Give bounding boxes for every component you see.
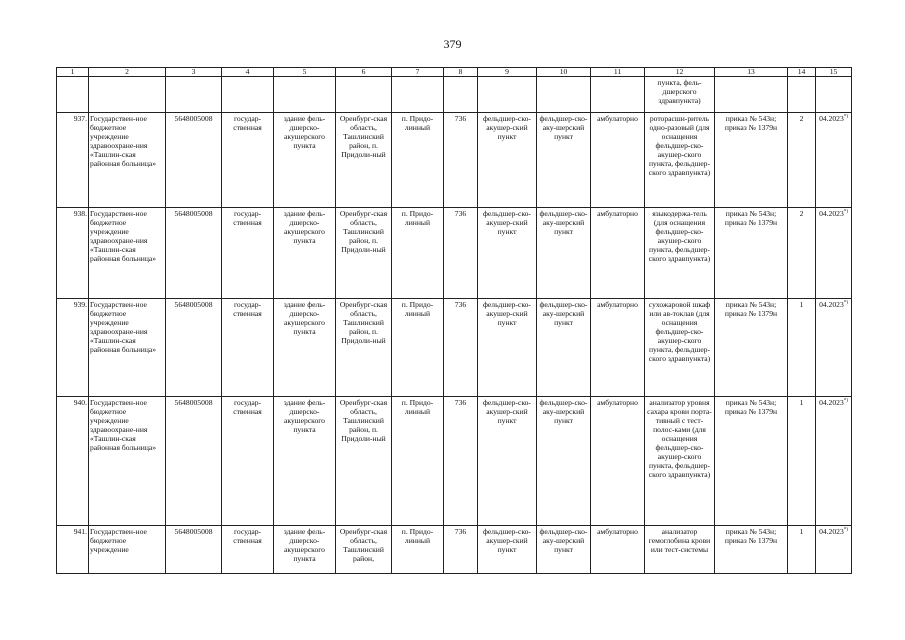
table-cell [715, 77, 788, 113]
row-number-cell: 937. [57, 113, 89, 208]
organization-cell: Государствен-ное бюджетное учреждение здравоохране-ния «Ташлин-ская районная больница» [89, 299, 166, 397]
facility-type-cell: фельдшер-ско-акушер-ский пункт [478, 299, 537, 397]
column-number: 14 [788, 68, 816, 77]
date-cell [816, 113, 852, 208]
ownership-cell: государ-ственная [222, 208, 274, 299]
date-text: 04.2023 [819, 209, 844, 218]
order-cell: приказ № 543н; приказ № 1379н [715, 397, 788, 526]
table-cell [166, 77, 222, 113]
inn-cell: 5648005008 [166, 526, 222, 574]
column-number: 6 [336, 68, 392, 77]
column-number: 15 [816, 68, 852, 77]
care-form-cell: амбулаторно [591, 526, 645, 574]
address-cell: Оренбург-ская область, Ташлинский район, п. Придоли-ный [336, 113, 392, 208]
column-number: 8 [444, 68, 478, 77]
quantity-cell: 1 [788, 526, 816, 574]
order-cell: приказ № 543н; приказ № 1379н [715, 208, 788, 299]
building-cell: здание фель-дшерско-акушерского пункта [274, 113, 336, 208]
column-number: 2 [89, 68, 166, 77]
population-cell: 736 [444, 299, 478, 397]
population-cell: 736 [444, 526, 478, 574]
footnote-mark: *) [843, 114, 848, 120]
column-number: 9 [478, 68, 537, 77]
table-cell [537, 77, 591, 113]
date-cell [816, 397, 852, 526]
page-number: 379 [443, 37, 462, 51]
care-form-cell: амбулаторно [591, 397, 645, 526]
order-cell: приказ № 543н; приказ № 1379н [715, 113, 788, 208]
quantity-cell: 1 [788, 299, 816, 397]
footnote-mark: *) [843, 300, 848, 306]
footnote-mark: *) [843, 527, 848, 533]
table-cell [478, 77, 537, 113]
inn-cell: 5648005008 [166, 208, 222, 299]
column-number: 12 [645, 68, 715, 77]
row-number-cell: 938. [57, 208, 89, 299]
settlement-cell: п. Придо-линный [392, 397, 444, 526]
column-number: 1 [57, 68, 89, 77]
row-number-cell: 941. [57, 526, 89, 574]
table-row [57, 299, 852, 397]
care-form-cell: амбулаторно [591, 208, 645, 299]
inn-cell: 5648005008 [166, 397, 222, 526]
settlement-cell: п. Придо-линный [392, 208, 444, 299]
date-cell [816, 526, 852, 574]
organization-cell: Государствен-ное бюджетное учреждение здравоохране-ния «Ташлин-ская районная больница» [89, 113, 166, 208]
row-number-cell: 940. [57, 397, 89, 526]
equipment-table [56, 67, 852, 574]
settlement-cell: п. Придо-линный [392, 299, 444, 397]
organization-cell: Государствен-ное бюджетное учреждение здравоохране-ния «Ташлин-ская районная больница» [89, 397, 166, 526]
equipment-name-cell: языкодержа-тель (для оснащения фельдшер-ско-акушер-ского пункта, фельдшер-ского здравпункта) [645, 208, 715, 299]
footnote-mark: *) [843, 398, 848, 404]
care-form-cell: амбулаторно [591, 299, 645, 397]
column-number-row [57, 68, 852, 77]
equipment-name-cell: анализатор уровня сахара крови порта-тивный с тест-полос-ками (для оснащения фельдшер-ско-акушер-ского пункта, фельдшер-ского здравпункта) [645, 397, 715, 526]
table-cell [816, 77, 852, 113]
column-number: 11 [591, 68, 645, 77]
address-cell: Оренбург-ская область, Ташлинский район, п. Придоли-ный [336, 397, 392, 526]
population-cell: 736 [444, 397, 478, 526]
quantity-cell: 2 [788, 208, 816, 299]
row-number-cell: 939. [57, 299, 89, 397]
facility-cell: фельдшер-ско-аку-шерский пункт [537, 397, 591, 526]
date-text: 04.2023 [819, 527, 844, 536]
facility-cell: фельдшер-ско-аку-шерский пункт [537, 208, 591, 299]
equipment-name-cell: роторасши-ритель одно-разовый (для оснащения фельдшер-ско-акушер-ского пункта, фельдшер-ского здравпункта) [645, 113, 715, 208]
date-cell [816, 208, 852, 299]
ownership-cell: государ-ственная [222, 113, 274, 208]
table-row [57, 397, 852, 526]
continuation-row [57, 77, 852, 113]
quantity-cell: 2 [788, 113, 816, 208]
inn-cell: 5648005008 [166, 113, 222, 208]
facility-cell: фельдшер-ско-аку-шерский пункт [537, 526, 591, 574]
inn-cell: 5648005008 [166, 299, 222, 397]
date-cell [816, 299, 852, 397]
building-cell: здание фель-дшерско-акушерского пункта [274, 208, 336, 299]
address-cell: Оренбург-ская область, Ташлинский район, п. Придоли-ный [336, 208, 392, 299]
table-cell [274, 77, 336, 113]
column-number: 13 [715, 68, 788, 77]
quantity-cell: 1 [788, 397, 816, 526]
address-cell: Оренбург-ская область, Ташлинский район, [336, 526, 392, 574]
settlement-cell: п. Придо-линный [392, 526, 444, 574]
organization-cell: Государствен-ное бюджетное учреждение здравоохране-ния «Ташлин-ская районная больница» [89, 208, 166, 299]
facility-cell: фельдшер-ско-аку-шерский пункт [537, 299, 591, 397]
facility-type-cell: фельдшер-ско-акушер-ский пункт [478, 208, 537, 299]
equipment-name-cell: сухожаровой шкаф или ав-токлав (для оснащения фельдшер-ско-акушер-ского пункта, фельдшер-ского здравпункта) [645, 299, 715, 397]
column-number: 10 [537, 68, 591, 77]
population-cell: 736 [444, 113, 478, 208]
date-text: 04.2023 [819, 398, 844, 407]
building-cell: здание фель-дшерско-акушерского пункта [274, 299, 336, 397]
organization-cell: Государствен-ное бюджетное учреждение [89, 526, 166, 574]
population-cell: 736 [444, 208, 478, 299]
table-cell [89, 77, 166, 113]
facility-type-cell: фельдшер-ско-акушер-ский пункт [478, 397, 537, 526]
table-cell [222, 77, 274, 113]
order-cell: приказ № 543н; приказ № 1379н [715, 299, 788, 397]
column-number: 3 [166, 68, 222, 77]
order-cell: приказ № 543н; приказ № 1379н [715, 526, 788, 574]
column-number: 7 [392, 68, 444, 77]
date-text: 04.2023 [819, 300, 844, 309]
address-cell: Оренбург-ская область, Ташлинский район, п. Придоли-ный [336, 299, 392, 397]
table-cell [57, 77, 89, 113]
care-form-cell: амбулаторно [591, 113, 645, 208]
table-row [57, 113, 852, 208]
ownership-cell: государ-ственная [222, 397, 274, 526]
date-text: 04.2023 [819, 114, 844, 123]
equipment-name-cell: пункта, фель-дшерского здравпункта) [645, 77, 715, 113]
table-cell [591, 77, 645, 113]
table-row [57, 208, 852, 299]
table-cell [336, 77, 392, 113]
ownership-cell: государ-ственная [222, 299, 274, 397]
ownership-cell: государ-ственная [222, 526, 274, 574]
facility-cell: фельдшер-ско-аку-шерский пункт [537, 113, 591, 208]
column-number: 4 [222, 68, 274, 77]
table-cell [444, 77, 478, 113]
table-cell [392, 77, 444, 113]
facility-type-cell: фельдшер-ско-акушер-ский пункт [478, 113, 537, 208]
settlement-cell: п. Придо-линный [392, 113, 444, 208]
column-number: 5 [274, 68, 336, 77]
footnote-mark: *) [843, 209, 848, 215]
building-cell: здание фель-дшерско-акушерского пункта [274, 397, 336, 526]
building-cell: здание фель-дшерско-акушерского пункта [274, 526, 336, 574]
facility-type-cell: фельдшер-ско-акушер-ский пункт [478, 526, 537, 574]
table-row [57, 526, 852, 574]
table-cell [788, 77, 816, 113]
equipment-name-cell: анализатор гемоглобина крови или тест-системы [645, 526, 715, 574]
